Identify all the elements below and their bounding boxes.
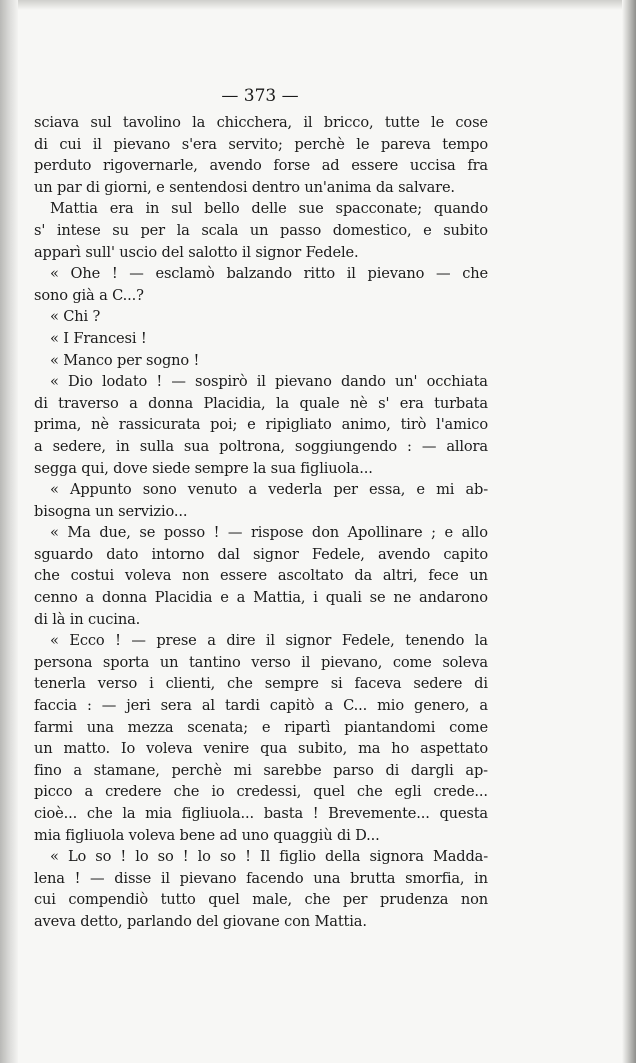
- text-line: fino a stamane, perchè mi sarebbe parso di dargli ap-: [34, 761, 488, 779]
- text-line: di là in cucina.: [34, 610, 141, 628]
- text-line: farmi una mezza scenata; e ripartì piantandomi come: [34, 718, 488, 736]
- text-line: prima, nè rassicurata poi; e ripigliato animo, tirò l'amico: [34, 416, 488, 434]
- text-line: mia figliuola voleva bene ad uno quaggiù di D...: [34, 826, 380, 844]
- text-line: s' intese su per la scala un passo domestico, e subito: [34, 221, 488, 239]
- text-line: apparì sull' uscio del salotto il signor Fedele.: [34, 243, 359, 261]
- text-line: Mattia era in sul bello delle sue spacconate; quando: [50, 200, 488, 218]
- text-line: di traverso a donna Placidia, la quale nè s' era turbata: [34, 394, 488, 412]
- text-line: « Ohe ! — esclamò balzando ritto il pievano — che: [50, 265, 488, 283]
- text-line: « Dio lodato ! — sospirò il pievano dando un' occhiata: [50, 373, 488, 391]
- text-line: bisogna un servizio...: [34, 502, 188, 520]
- body-text: [34, 112, 488, 933]
- text-line: cui compendiò tutto quel male, che per prudenza non: [34, 891, 488, 909]
- text-line: aveva detto, parlando del giovane con Mattia.: [34, 912, 367, 930]
- page-number: — 373 —: [221, 86, 299, 106]
- text-line: « Lo so ! lo so ! lo so ! Il figlio della signora Madda-: [50, 848, 488, 866]
- text-line: di cui il pievano s'era servito; perchè le pareva tempo: [34, 135, 488, 153]
- text-line: perduto rigovernarle, avendo forse ad essere uccisa fra: [34, 157, 488, 175]
- text-line: che costui voleva non essere ascoltato da altri, fece un: [34, 567, 488, 585]
- scan-right-shadow: [622, 0, 636, 1063]
- text-line: sguardo dato intorno dal signor Fedele, avendo capito: [34, 545, 488, 563]
- text-line: picco a credere che io credessi, quel che egli crede...: [34, 783, 488, 801]
- text-line: « Manco per sogno !: [50, 351, 200, 369]
- text-line: sono già a C...?: [34, 286, 144, 304]
- text-line: a sedere, in sulla sua poltrona, soggiungendo : — allora: [34, 437, 488, 455]
- text-line: cioè... che la mia figliuola... basta ! Brevemente... questa: [34, 805, 488, 822]
- text-line: faccia : — jeri sera al tardi capitò a C... mio genero, a: [34, 697, 488, 715]
- scan-left-shadow: [0, 0, 18, 1063]
- text-line: sciava sul tavolino la chicchera, il bricco, tutte le cose: [34, 114, 488, 131]
- text-line: segga qui, dove siede sempre la sua figliuola...: [34, 459, 373, 477]
- text-line: tenerla verso i clienti, che sempre si faceva sedere di: [34, 675, 488, 693]
- text-line: « Appunto sono venuto a vederla per essa, e mi ab-: [50, 481, 488, 499]
- text-line: « I Francesi !: [50, 329, 147, 347]
- text-line: « Ecco ! — prese a dire il signor Fedele, tenendo la: [50, 632, 488, 650]
- text-line: un par di giorni, e sentendosi dentro un'anima da salvare.: [34, 178, 455, 196]
- text-line: « Ma due, se posso ! — rispose don Apollinare ; e allo: [50, 524, 488, 542]
- text-line: lena ! — disse il pievano facendo una brutta smorfia, in: [34, 869, 488, 887]
- text-line: cenno a donna Placidia e a Mattia, i quali se ne andarono: [34, 589, 488, 607]
- text-line: persona sporta un tantino verso il pievano, come soleva: [34, 653, 488, 671]
- text-line: « Chi ?: [50, 308, 101, 326]
- text-line: un matto. Io voleva venire qua subito, ma ho aspettato: [34, 740, 488, 758]
- scan-top-shadow: [0, 0, 636, 10]
